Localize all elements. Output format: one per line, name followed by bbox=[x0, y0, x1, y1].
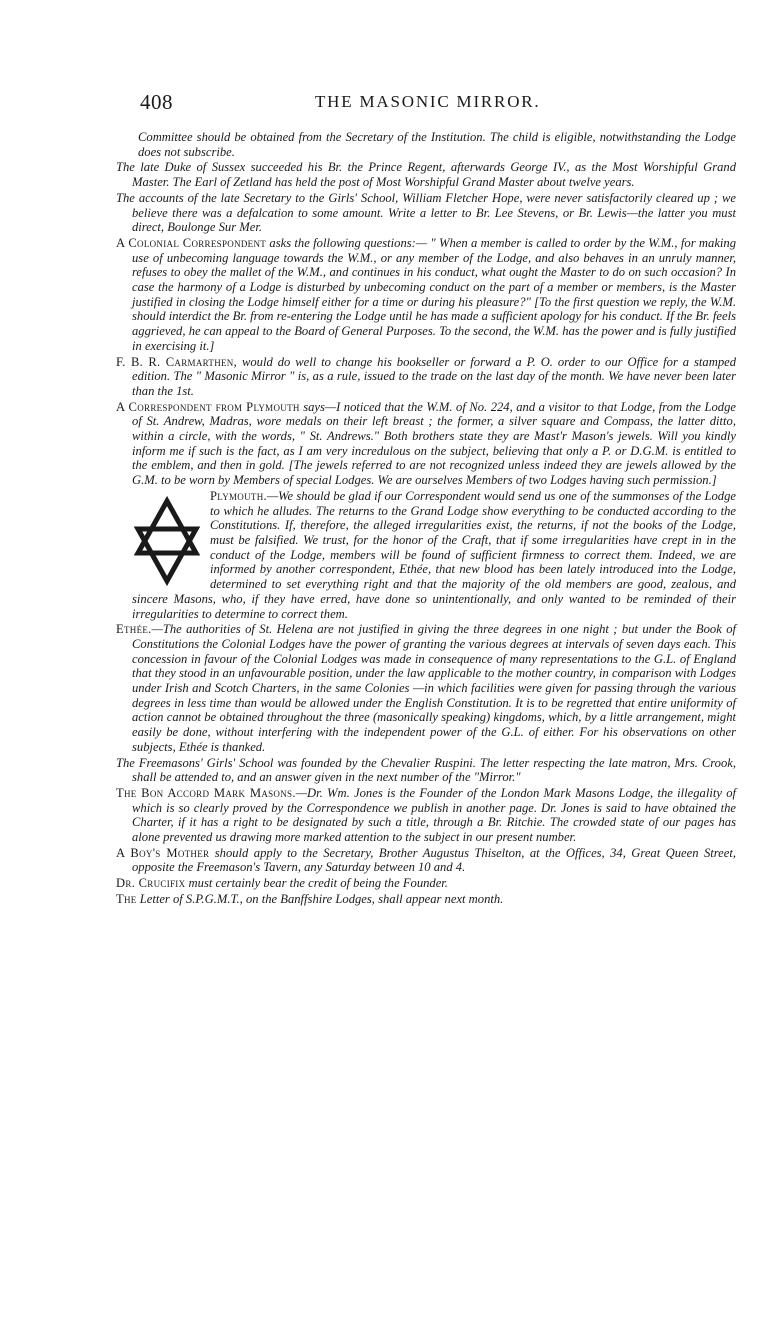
entry-duke-of-sussex bbox=[116, 160, 736, 189]
running-title: THE MASONIC MIRROR. bbox=[315, 92, 541, 111]
entry-text: The late Duke of Sussex succeeded his Br. the Prince Regent, afterwards George IV., as the Most Worshipful Grand Master. The Earl of Zetland has held the post of Most Worshipful Grand Master about twelve years. bbox=[116, 160, 736, 190]
entry-lead: Dr. Crucifix bbox=[116, 876, 186, 891]
entry-lead: F. B. R. Carmarthen, bbox=[116, 354, 238, 369]
entry-ethee bbox=[116, 622, 736, 754]
entry-girls-school-accounts bbox=[116, 191, 736, 235]
page-header bbox=[140, 90, 740, 120]
correspondence-column bbox=[116, 130, 736, 908]
entry-text: must certainly bear the credit of being the Founder. bbox=[185, 876, 448, 891]
entry-bon-accord bbox=[116, 786, 736, 845]
entry-text: The Freemasons' Girls' School was founded by the Chevalier Ruspini. The letter respecting the late matron, Mrs. Crook, shall be attended to, and an answer given in the next number of the "Mirror." bbox=[116, 755, 736, 785]
entry-lead: Plymouth. bbox=[210, 488, 267, 503]
entry-text: —The authorities of St. Helena are not justified in giving the three degrees in one night ; but under the Book of Constitutions the Colonial Lodges have the power of granting the various degrees at intervals of seven days each. This concession in favour of the Colonial Lodges was made in consequence of many representations to the G.L. of England that they stood in an unfavourable position, under the law applicable to the mother country, in comparison with Lodges under Irish and Scotch Charters, in the same Colonies —in which facilities were given for passing through the various degrees in less time than would be allowed under the English Constitution. It is to be regretted that entire uniformity of action cannot be obtained throughout the three (masonically speaking) kingdoms, which, by a little arrangement, might easily be done, without interfering with the independent power of the G.L. of either. For his observations on other subjects, Ethée is thanked. bbox=[132, 622, 736, 754]
star-of-david-graphic bbox=[132, 495, 202, 587]
entry-colonial-correspondent bbox=[116, 236, 736, 354]
entry-dr-crucifix bbox=[116, 876, 736, 891]
entry-lead: The Bon Accord Mark Masons. bbox=[116, 785, 296, 800]
entry-lead: Ethée. bbox=[116, 622, 152, 637]
entry-text: —We should be glad if our Correspondent would send us one of the summonses of the Lodge to which he alludes. The returns to the Grand Lodge show everything to be conducted according to the Constitutions. If, therefore, the alleged irregularities exist, the returns, if not the books of the Lodge, must be falsified. We trust, for the honor of the Craft, that if some irregularities have crept in in the conduct of the Lodge, members will be found of sufficient firmness to correct them. Indeed, we are informed by another correspondent, Ethée, that new blood has been lately introduced into the Lodge, determined to set everything right and that the majority of the old members are good, zealous, and sincere Masons, who, if they have erred, have done so unintentionally, and only wanted to be reminded of their irregularities to determine to correct them. bbox=[132, 488, 736, 621]
entry-boys-mother bbox=[116, 846, 736, 875]
entry-banffshire-letter bbox=[116, 892, 736, 907]
star-of-david-icon bbox=[132, 495, 202, 587]
entry-lead: A Colonial Correspondent bbox=[116, 235, 267, 250]
entry-committee bbox=[138, 130, 736, 159]
entry-lead: A Boy's Mother bbox=[116, 845, 210, 860]
entry-carmarthen bbox=[116, 355, 736, 399]
entry-lead: The bbox=[116, 891, 137, 906]
entry-text: —Dr. Wm. Jones is the Founder of the London Mark Masons Lodge, the illegality of which is so clearly proved by the Correspondence we publish in another page. Dr. Jones is said to have obtained the Charter, if it has a right to be designated by such a title, through a Br. Ritchie. The crowded state of our pages has alone prevented us drawing more marked attention to the subject in our present number. bbox=[132, 785, 736, 845]
entry-plymouth-correspondent bbox=[116, 400, 736, 488]
entry-plymouth-reply bbox=[116, 489, 736, 621]
entry-lead: A Correspondent from Plymouth bbox=[116, 399, 300, 414]
entry-text: Committee should be obtained from the Secretary of the Institution. The child is eligible, notwithstanding the Lodge does not subscribe. bbox=[138, 130, 736, 159]
entry-text: The accounts of the late Secretary to the Girls' School, William Fletcher Hope, were never satisfactorily cleared up ; we believe there was a defalcation to some amount. Write a letter to Br. Lee Stevens, or Br. Lewis—the latter you must direct, Boulonge Sur Mer. bbox=[116, 190, 736, 235]
entry-text: Letter of S.P.G.M.T., on the Banffshire Lodges, shall appear next month. bbox=[136, 891, 504, 906]
entry-freemasons-girls-school bbox=[116, 756, 736, 785]
page-number: 408 bbox=[140, 90, 173, 114]
entry-text: would do well to change his bookseller or forward a P. O. order to our Office for a stamped edition. The " Masonic Mirror " is, as a rule, issued to the trade on the last day of the month. We have never been later than the 1st. bbox=[132, 354, 737, 398]
entry-text: asks the following questions:— " When a member is called to order by the W.M., for making use of unbecoming language towards the W.M., or any member of the Lodge, and also behaves in an unruly manner, refuses to obey the mallet of the W.M., and continues in his conduct, what ought the Master to do on such occasion? In case the harmony of a Lodge is disturbed by unbecoming conduct on the part of a member or members, is the Master justified in closing the Lodge himself either for a time or during his pleasure?" [To the first question we reply, the W.M. should interdict the Br. from re-entering the Lodge until he has made a sufficient apology for his conduct. If the Br. feels aggrieved, he can appeal to the Board of General Purposes. To the second, the W.M. has the power and is fully justified in exercising it.] bbox=[132, 235, 736, 353]
entry-text: says—I noticed that the W.M. of No. 224, and a visitor to that Lodge, from the Lodge of St. Andrew, Madras, wore medals on their left breast ; the former, a silver square and Compass, the latter ditto, within a circle, with the words, " St. Andrews." Both brothers state they are Mast'r Mason's jewels. Will you kindly inform me if such is the fact, as I am very incredulous on the subject, believing that only a P. or D.G.M. is entitled to the emblem, and then in gold. [The jewels referred to are not recognized unless indeed they are jewels allowed by the G.M. to be worn by Members of special Lodges. We are ourselves Members of two Lodges having such permission.] bbox=[132, 399, 736, 488]
entry-text: should apply to the Secretary, Brother Augustus Thiselton, at the Offices, 34, Great Queen Street, opposite the Freemason's Tavern, any Saturday between 10 and 4. bbox=[132, 845, 736, 875]
